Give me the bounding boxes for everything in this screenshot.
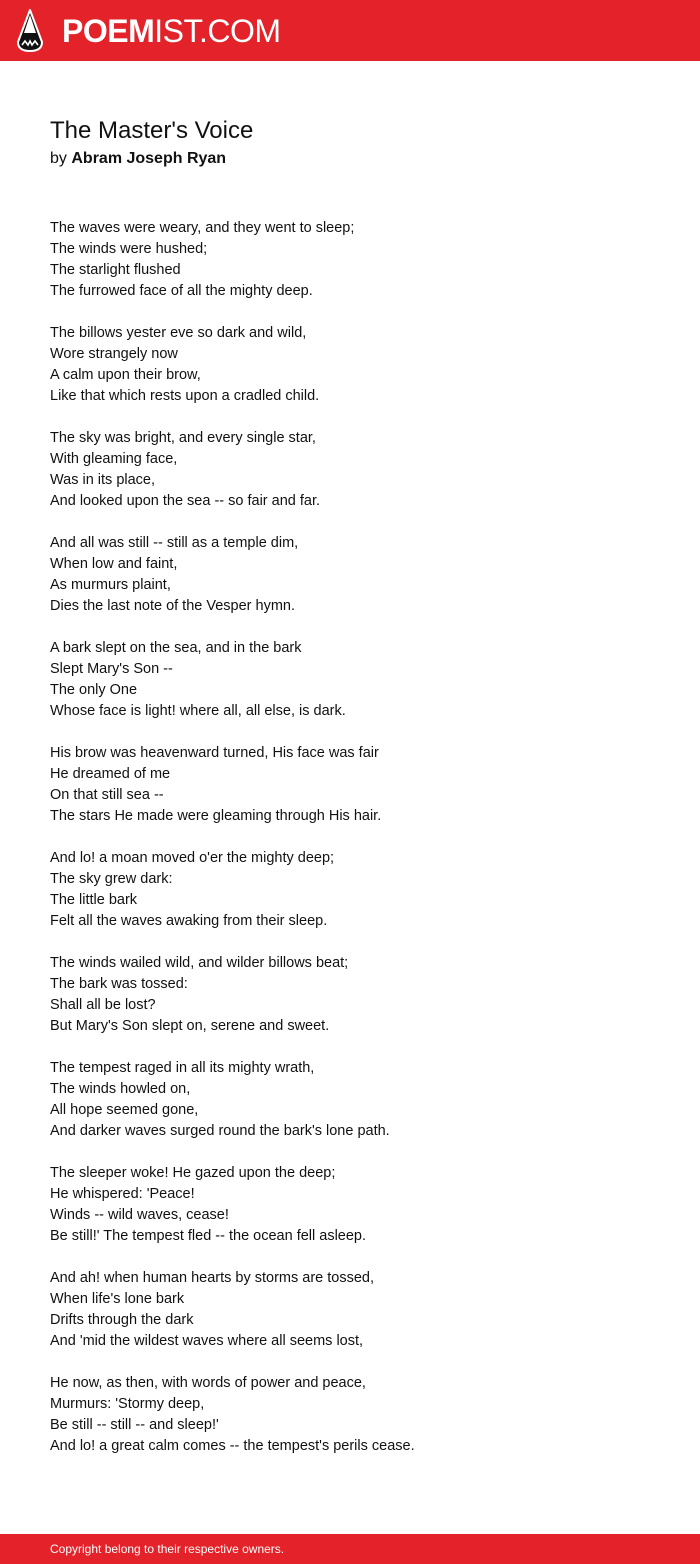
poem-line: The winds howled on, [50,1081,191,1097]
poem-line: The bark was tossed: [50,976,188,992]
poem-line: He now, as then, with words of power and peace, [50,1375,366,1391]
poem-stanza [50,533,670,617]
poem-line: And looked upon the sea -- so fair and far. [50,493,321,509]
pencil-icon[interactable] [17,9,43,52]
logo-text-strong: POEM [62,13,155,49]
poem-line: A bark slept on the sea, and in the bark [50,640,302,656]
poem-line: Like that which rests upon a cradled child. [50,388,320,404]
poem-line: And lo! a great calm comes -- the tempest's perils cease. [50,1438,415,1454]
poem-line: And 'mid the wildest waves where all seems lost, [50,1333,364,1349]
poem-line: When low and faint, [50,556,178,572]
poem-title: The Master's Voice [50,117,254,144]
poem-stanza [50,1268,670,1352]
poem-line: The sleeper woke! He gazed upon the deep; [50,1165,336,1181]
poem-line: A calm upon their brow, [50,367,201,383]
poem-line: And darker waves surged round the bark's lone path. [50,1123,390,1139]
poem-line: Drifts through the dark [50,1312,194,1328]
poem-line: The billows yester eve so dark and wild, [50,325,307,341]
poem-stanza [50,1058,670,1142]
poem-stanza [50,323,670,407]
poem-line: When life's lone bark [50,1291,185,1307]
poem-stanza [50,638,670,722]
poem-line: The winds were hushed; [50,241,208,257]
poem-line: But Mary's Son slept on, serene and sweet. [50,1018,330,1034]
poem-line: Wore strangely now [50,346,178,362]
poem-byline [50,148,226,170]
poem-line: The tempest raged in all its mighty wrath, [50,1060,315,1076]
poem-line: With gleaming face, [50,451,178,467]
poem-stanza [50,743,670,827]
poem-line: The stars He made were gleaming through His hair. [50,808,382,824]
poem-stanza [50,953,670,1037]
poem-line: And all was still -- still as a temple dim, [50,535,299,551]
poem-line: Slept Mary's Son -- [50,661,173,677]
poem-line: The sky grew dark: [50,871,173,887]
poem-stanza [50,1373,670,1457]
poem-line: Be still!' The tempest fled -- the ocean fell asleep. [50,1228,367,1244]
poem-body [50,218,670,1478]
site-header [0,0,700,61]
poem-line: As murmurs plaint, [50,577,171,593]
poem-line: On that still sea -- [50,787,164,803]
poem-stanza [50,218,670,302]
poem-line: And ah! when human hearts by storms are tossed, [50,1270,375,1286]
poem-line: The furrowed face of all the mighty deep. [50,283,313,299]
logo-text-light: IST.COM [154,13,281,49]
poem-line: His brow was heavenward turned, His face was fair [50,745,379,761]
poem-line: He whispered: 'Peace! [50,1186,195,1202]
poem-stanza [50,848,670,932]
poem-line: Shall all be lost? [50,997,156,1013]
poem-line: The waves were weary, and they went to sleep; [50,220,355,236]
copyright-text: Copyright belong to their respective owners. [50,1542,285,1556]
poem-line: Winds -- wild waves, cease! [50,1207,229,1223]
poem-line: He dreamed of me [50,766,171,782]
poem-line: Felt all the waves awaking from their sleep. [50,913,328,929]
poem-stanza [50,1163,670,1247]
poem-line: And lo! a moan moved o'er the mighty deep; [50,850,335,866]
poem-line: Was in its place, [50,472,156,488]
poem-line: Whose face is light! where all, all else, is dark. [50,703,346,719]
poem-stanza [50,428,670,512]
poem-line: The starlight flushed [50,262,181,278]
poem-line: The winds wailed wild, and wilder billows beat; [50,955,349,971]
poem-line: The only One [50,682,138,698]
poem-line: All hope seemed gone, [50,1102,199,1118]
poem-line: The sky was bright, and every single star, [50,430,316,446]
poem-line: Be still -- still -- and sleep!' [50,1417,219,1433]
poem-line: The little bark [50,892,138,908]
poem-line: Dies the last note of the Vesper hymn. [50,598,296,614]
poem-line: Murmurs: 'Stormy deep, [50,1396,205,1412]
byline-prefix: by [50,150,67,167]
site-logo[interactable] [62,12,281,50]
poem-author: Abram Joseph Ryan [71,150,227,167]
site-footer [0,1534,700,1564]
